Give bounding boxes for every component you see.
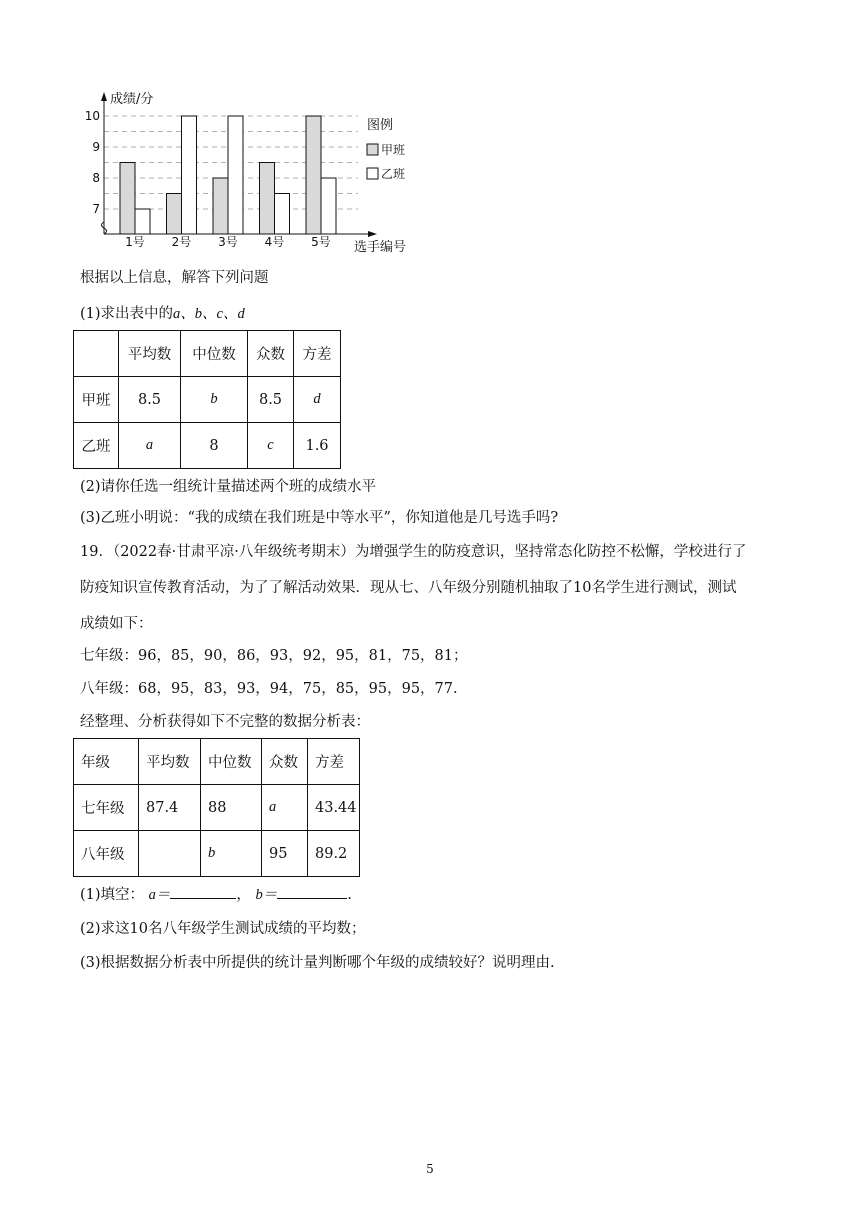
chart-legend	[367, 118, 405, 181]
q19-part1-b-label: b＝	[255, 887, 278, 903]
legend-title: 图例	[367, 118, 394, 133]
table-cell: a	[119, 423, 181, 469]
bar-jia	[167, 194, 182, 235]
table-cell: b	[201, 831, 262, 877]
table-cell: a	[262, 785, 308, 831]
bar-yi	[275, 194, 290, 235]
table-cell: 95	[262, 831, 308, 877]
q19-part2: (2)求这10名八年级学生测试成绩的平均数；	[80, 921, 366, 937]
y-tick-label: 9	[92, 140, 100, 154]
q19-stem-line3: 成绩如下：	[80, 616, 153, 632]
table-cell	[139, 831, 201, 877]
q19-part1-prefix: (1)填空：	[80, 887, 145, 903]
x-tick-label: 5号	[311, 235, 331, 249]
score-bar-chart	[84, 86, 428, 258]
bar-yi	[228, 116, 243, 234]
q18-part1	[80, 304, 245, 324]
q19-table-intro: 经整理、分析获得如下不完整的数据分析表：	[80, 714, 370, 730]
bar-jia	[120, 163, 135, 235]
bar-yi	[182, 116, 197, 234]
legend-swatch	[367, 144, 378, 155]
x-tick-label: 1号	[125, 235, 145, 249]
legend-label: 甲班	[381, 143, 406, 157]
y-tick-labels	[85, 109, 100, 216]
table-cell: 1.6	[294, 423, 341, 469]
q19-part1-a-label: a＝	[148, 887, 171, 903]
table-header-cell: 平均数	[119, 331, 181, 377]
q19-part3: (3)根据数据分析表中所提供的统计量判断哪个年级的成绩较好？说明理由.	[80, 955, 555, 971]
y-axis-label: 成绩/分	[110, 92, 154, 107]
answer-blank-b[interactable]	[277, 884, 347, 899]
table-cell: 8.5	[248, 377, 294, 423]
bar-jia	[213, 178, 228, 234]
table-row	[74, 831, 360, 877]
table-header-cell: 平均数	[139, 739, 201, 785]
x-tick-label: 4号	[264, 235, 285, 249]
q19-part1	[80, 884, 352, 905]
table-header-cell: 众数	[248, 331, 294, 377]
legend-swatch	[367, 168, 378, 179]
table-row	[74, 377, 341, 423]
table-row	[74, 423, 341, 469]
y-tick-label: 10	[84, 109, 100, 123]
bar-yi	[135, 209, 150, 234]
q18-stats-table	[73, 330, 341, 469]
table-cell: 8	[181, 423, 248, 469]
table-header-cell: 中位数	[201, 739, 262, 785]
x-axis-label: 选手编号	[354, 240, 407, 255]
legend-label: 乙班	[381, 167, 406, 181]
table-header-cell: 方差	[294, 331, 341, 377]
table-header-cell: 中位数	[181, 331, 248, 377]
table-cell: 七年级	[74, 785, 139, 831]
table-header-row	[74, 739, 360, 785]
q19-part1-separator: ，	[236, 887, 251, 903]
q19-part1-end: .	[347, 887, 352, 903]
q18-intro: 根据以上信息，解答下列问题	[80, 270, 269, 286]
table-header-cell: 众数	[262, 739, 308, 785]
table-cell: 43.44	[308, 785, 360, 831]
table-cell: 乙班	[74, 423, 119, 469]
table-cell: 89.2	[308, 831, 360, 877]
y-tick-label: 8	[92, 171, 100, 185]
bar-yi	[321, 178, 336, 234]
chart-bars	[120, 116, 336, 234]
table-cell: c	[248, 423, 294, 469]
q18-part2: (2)请你任选一组统计量描述两个班的成绩水平	[80, 479, 377, 495]
table-cell: 八年级	[74, 831, 139, 877]
table-cell: d	[294, 377, 341, 423]
bar-jia	[306, 116, 321, 234]
table-header-row	[74, 331, 341, 377]
q18-part3: (3)乙班小明说：“我的成绩在我们班是中等水平”，你知道他是几号选手吗?	[80, 510, 559, 526]
q19-analysis-table	[73, 738, 360, 877]
answer-blank-a[interactable]	[170, 884, 236, 899]
q18-part1-prefix: (1)求出表中的	[80, 306, 174, 322]
page-number: 5	[426, 1162, 434, 1176]
q19-grade7-scores: 七年级：96，85，90，86，93，92，95，81，75，81；	[80, 648, 468, 664]
bar-jia	[260, 163, 275, 235]
x-tick-labels	[125, 235, 331, 249]
table-header-cell	[74, 331, 119, 377]
table-cell: 88	[201, 785, 262, 831]
table-cell: 甲班	[74, 377, 119, 423]
q19-grade8-scores: 八年级：68，95，83，93，94，75，85，95，95，77.	[80, 681, 458, 697]
table-header-cell: 方差	[308, 739, 360, 785]
table-cell: 87.4	[139, 785, 201, 831]
y-tick-label: 7	[92, 202, 100, 216]
table-row	[74, 785, 360, 831]
table-header-cell: 年级	[74, 739, 139, 785]
q19-stem-line1: 19．（2022春·甘肃平凉·八年级统考期末）为增强学生的防疫意识，坚持常态化防控不松懈，学校进行了	[80, 544, 747, 560]
q18-part1-vars: a、b、c、d	[173, 306, 245, 322]
table-cell: b	[181, 377, 248, 423]
x-tick-label: 3号	[218, 235, 238, 249]
q19-stem-line2: 防疫知识宣传教育活动，为了了解活动效果．现从七、八年级分别随机抽取了10名学生进行测试，测试	[80, 580, 737, 596]
x-tick-label: 2号	[171, 235, 192, 249]
table-cell: 8.5	[119, 377, 181, 423]
